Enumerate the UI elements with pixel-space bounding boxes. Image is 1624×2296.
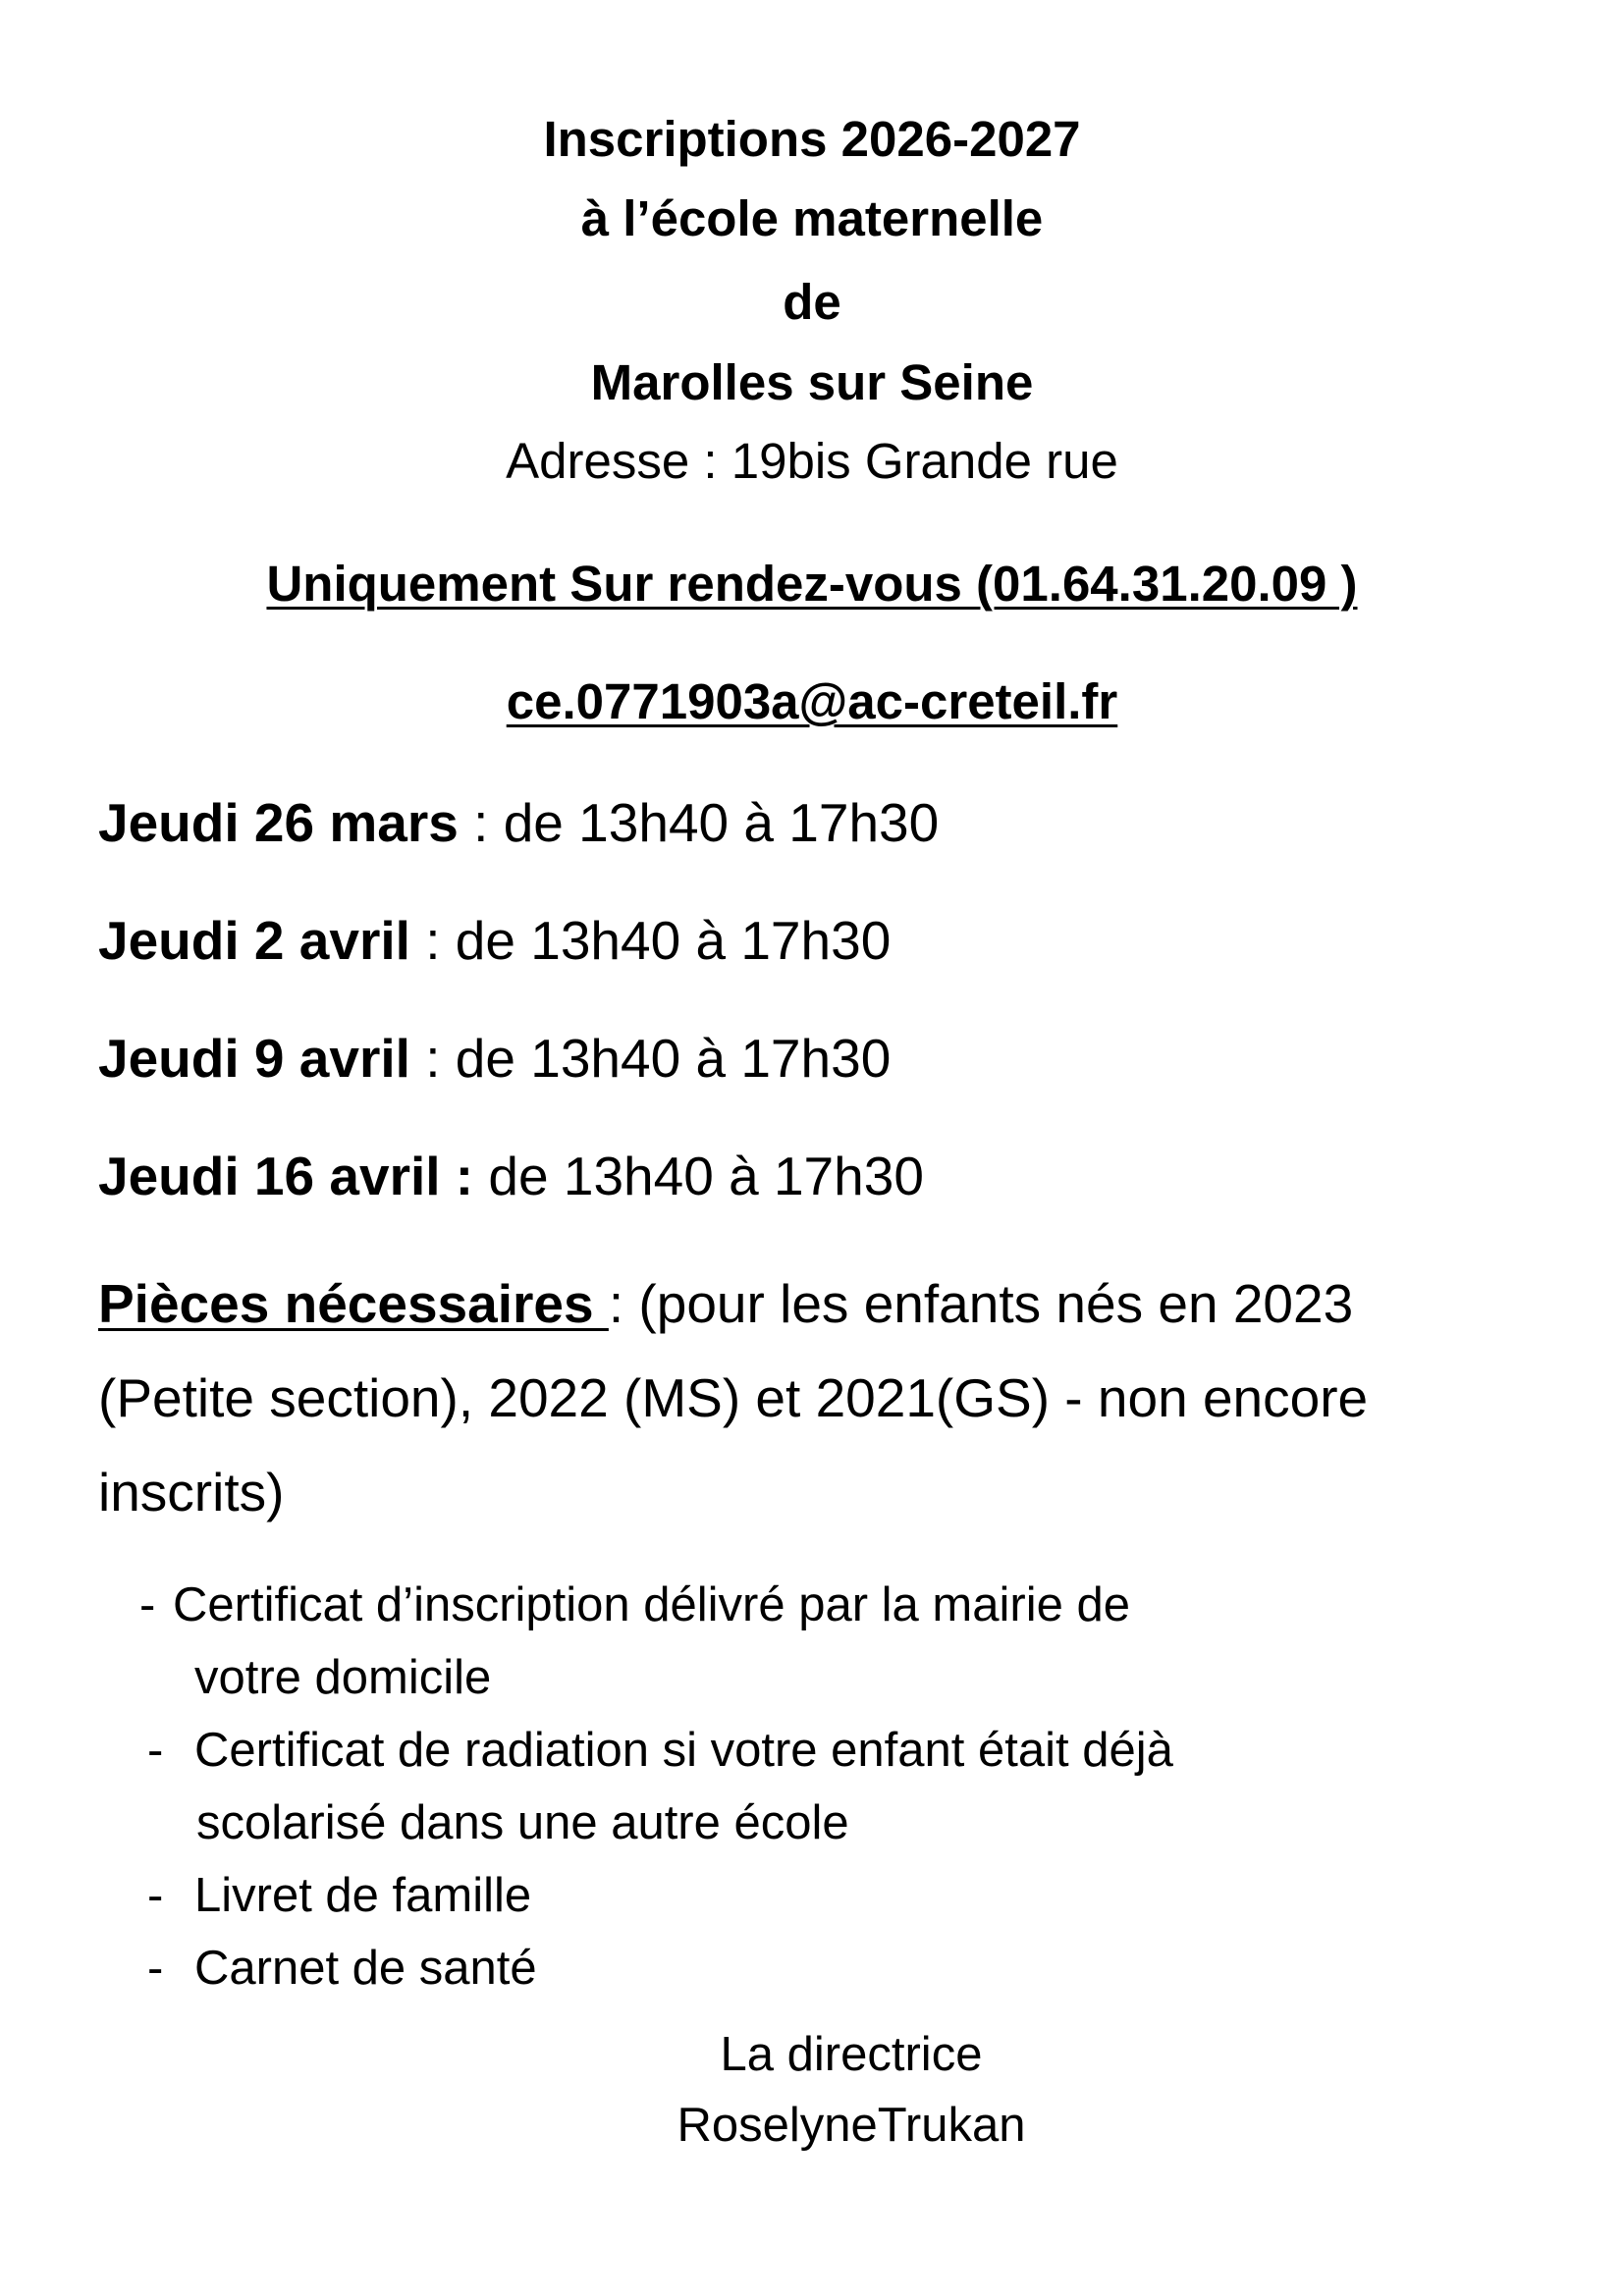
date-day: Jeudi 16 avril :	[98, 1146, 474, 1206]
title-line-4: Marolles sur Seine	[590, 354, 1034, 410]
list-item: Certificat de radiation si votre enfant était déjà	[194, 1724, 1173, 1777]
date-hours: de 13h40 à 17h30	[503, 792, 940, 853]
signature-name: RoselyneTrukan	[677, 2099, 1026, 2152]
pieces-heading: Pièces nécessaires	[98, 1273, 609, 1334]
list-dash: -	[147, 1724, 164, 1777]
date-separator: :	[409, 910, 456, 971]
list-dash: -	[147, 1869, 164, 1922]
list-item: Carnet de santé	[194, 1942, 537, 1995]
date-day: Jeudi 9 avril	[98, 1028, 410, 1089]
date-separator: :	[409, 1028, 456, 1089]
list-item: Livret de famille	[194, 1869, 532, 1922]
date-row	[98, 1027, 891, 1090]
title-line-1: Inscriptions 2026-2027	[543, 111, 1081, 167]
signature-role: La directrice	[720, 2028, 983, 2081]
date-row	[98, 909, 891, 972]
email-link[interactable]: ce.0771903a@ac-creteil.fr	[506, 673, 1118, 729]
pieces-intro-line-1	[98, 1272, 1353, 1335]
address: Adresse : 19bis Grande rue	[506, 433, 1118, 489]
list-dash: -	[147, 1942, 164, 1995]
date-day: Jeudi 26 mars	[98, 792, 459, 853]
date-separator	[473, 1146, 488, 1206]
list-item: Certificat d’inscription délivré par la mairie de	[173, 1578, 1130, 1631]
title-line-3: de	[783, 274, 841, 330]
pieces-intro-line-3: inscrits)	[98, 1462, 285, 1522]
title-line-2: à l’école maternelle	[580, 190, 1044, 246]
pieces-intro-text: : (pour les enfants nés en 2023	[608, 1273, 1354, 1334]
date-row	[98, 791, 939, 854]
list-item-continuation: votre domicile	[194, 1651, 492, 1704]
date-hours: de 13h40 à 17h30	[455, 910, 892, 971]
date-day: Jeudi 2 avril	[98, 910, 410, 971]
date-separator: :	[458, 792, 504, 853]
date-hours: de 13h40 à 17h30	[488, 1146, 924, 1206]
appointment-phone[interactable]: Uniquement Sur rendez-vous (01.64.31.20.09 )	[266, 556, 1358, 612]
date-hours: de 13h40 à 17h30	[455, 1028, 892, 1089]
list-item-continuation: scolarisé dans une autre école	[196, 1796, 849, 1849]
pieces-intro-line-2: (Petite section), 2022 (MS) et 2021(GS) - non encore	[98, 1367, 1369, 1428]
list-dash: -	[139, 1578, 156, 1631]
date-row	[98, 1145, 924, 1207]
